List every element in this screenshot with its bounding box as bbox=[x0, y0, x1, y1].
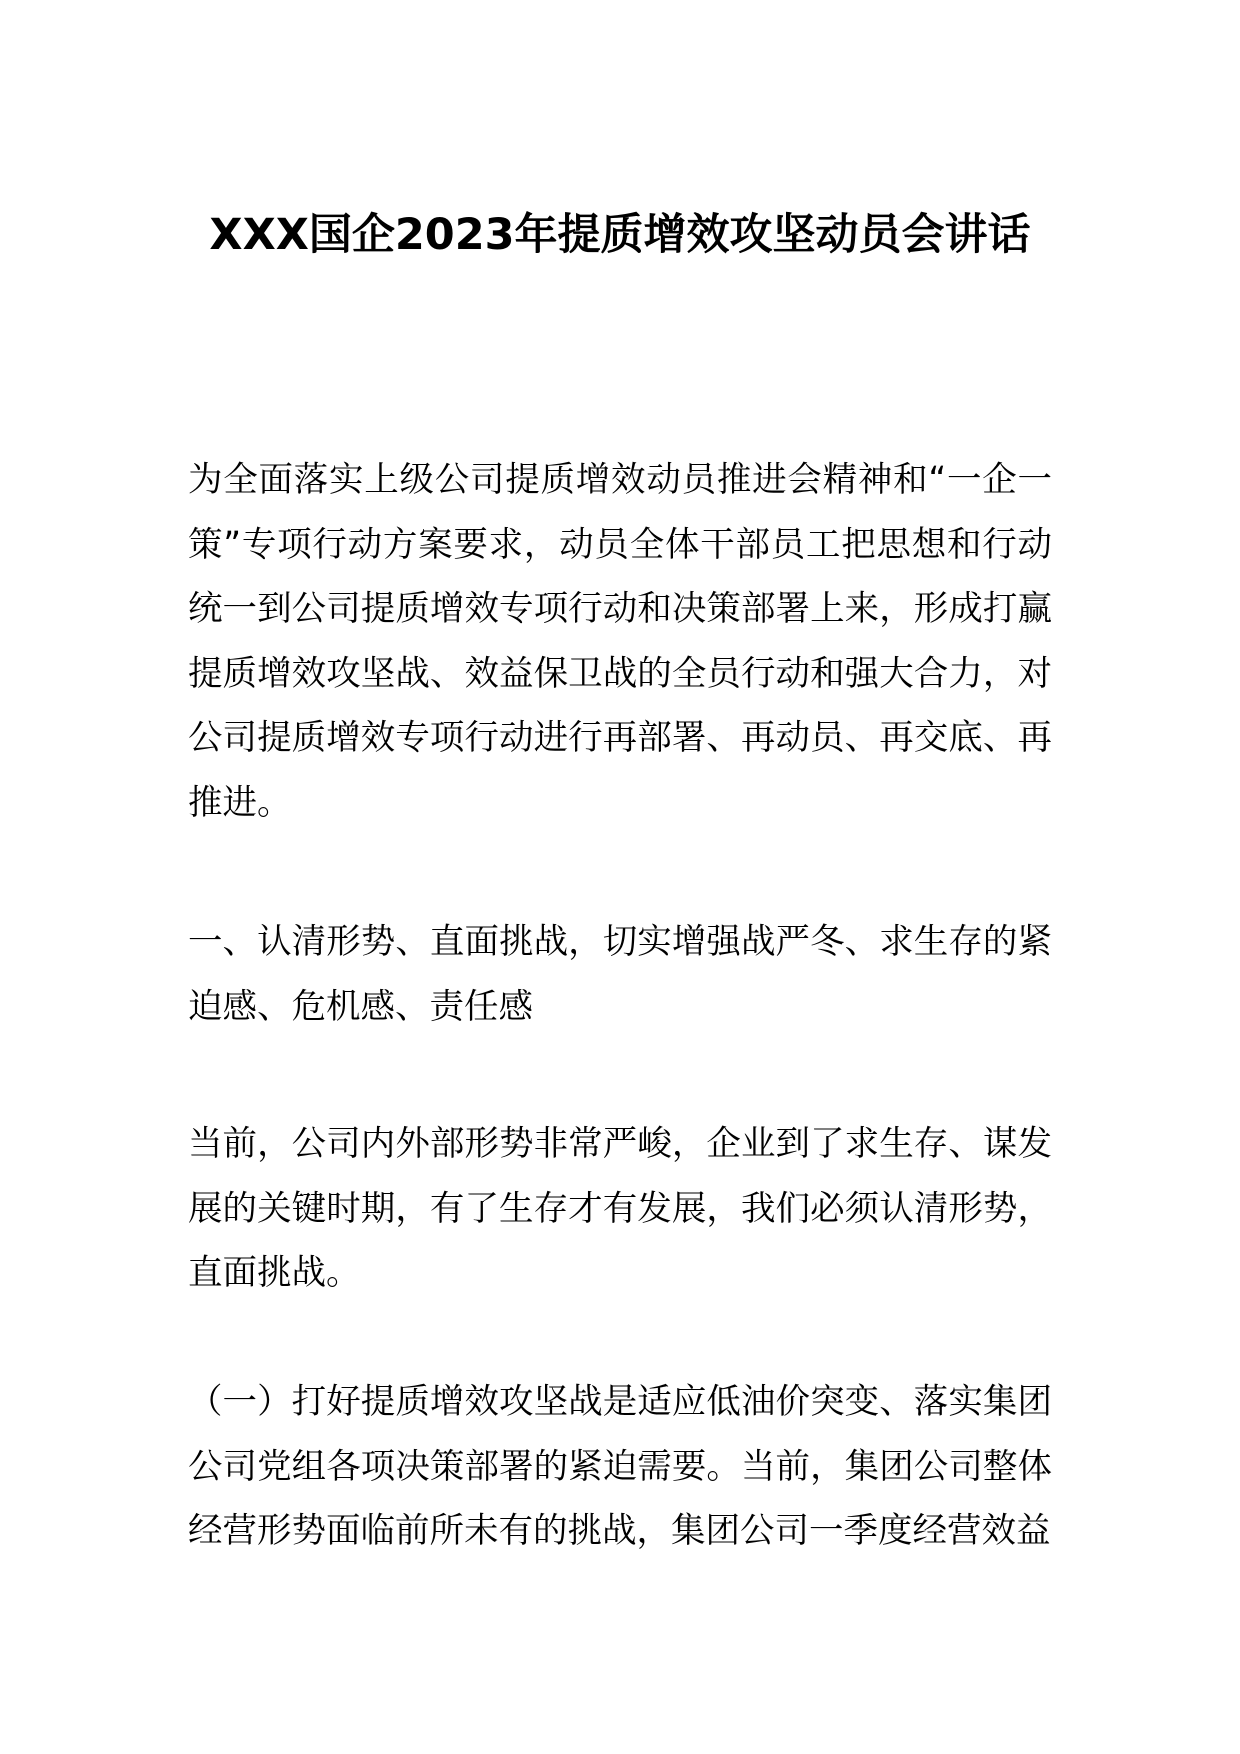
paragraph-intro: 为全面落实上级公司提质增效动员推进会精神和“一企一策”专项行动方案要求，动员全体干部员工把思想和行动统一到公司提质增效专项行动和决策部署上来，形成打赢提质增效攻坚战、效益保卫战的全员行动和强大合力，对公司提质增效专项行动进行再部署、再动员、再交底、再推进。 bbox=[188, 460, 1052, 823]
document-title: XXX国企2023年提质增效攻坚动员会讲话 bbox=[209, 210, 1031, 260]
paragraph-situation: 当前，公司内外部形势非常严峻，企业到了求生存、谋发展的关键时期，有了生存才有发展，我们必须认清形势，直面挑战。 bbox=[188, 1124, 1052, 1293]
section-heading-1: 一、认清形势、直面挑战，切实增强战严冬、求生存的紧迫感、危机感、责任感 bbox=[188, 922, 1052, 1027]
paragraph-subsection-1: （一）打好提质增效攻坚战是适应低油价突变、落实集团公司党组各项决策部署的紧迫需要。当前，集团公司整体经营形势面临前所未有的挑战，集团公司一季度经营效益 bbox=[188, 1382, 1052, 1551]
